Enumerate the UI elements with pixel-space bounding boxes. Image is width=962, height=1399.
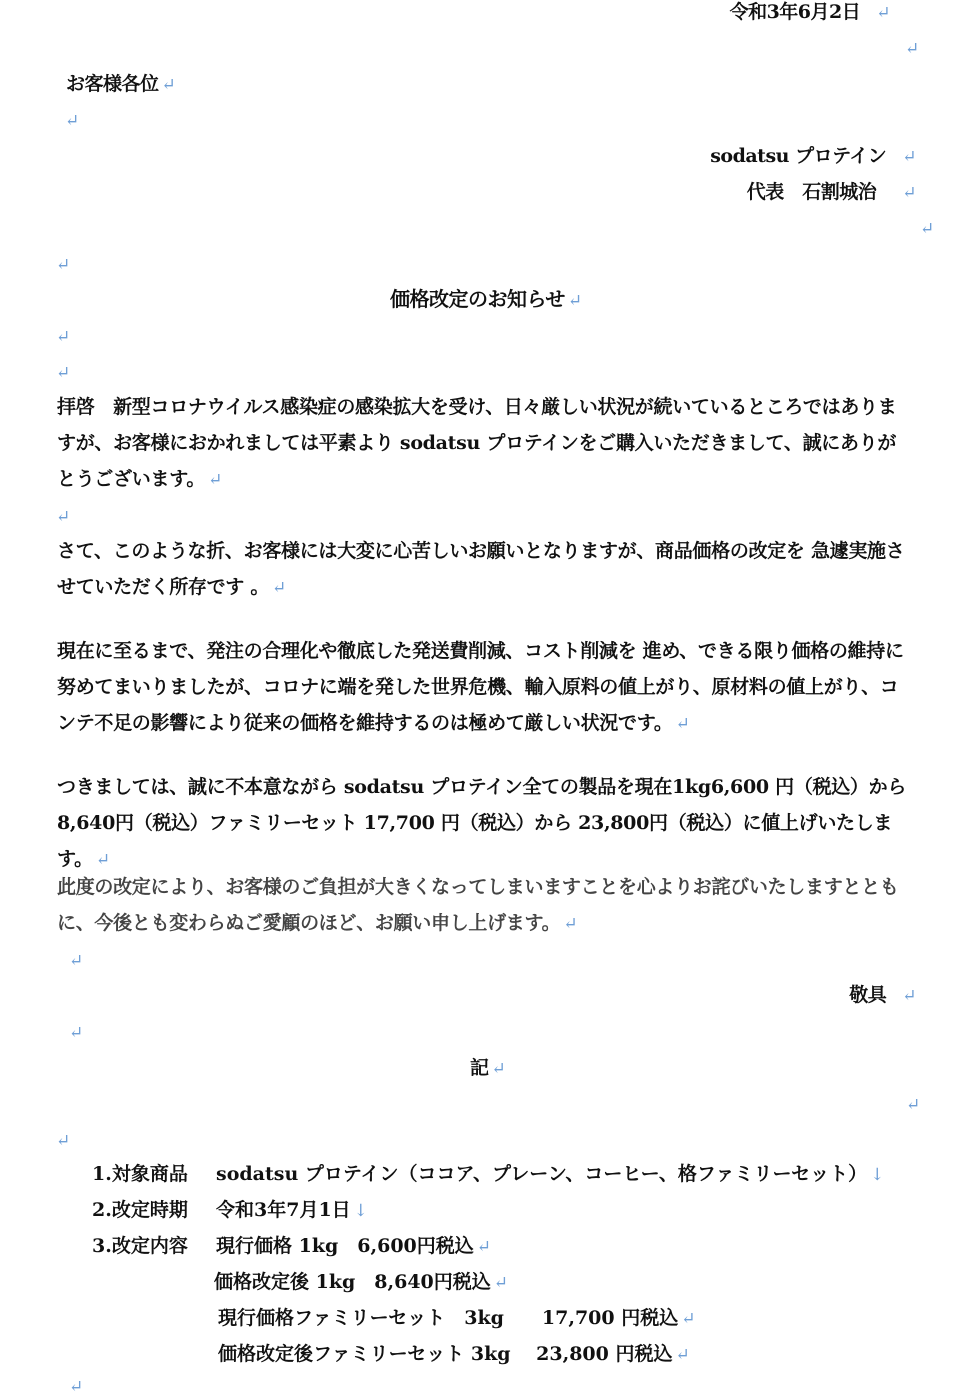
paragraph-mark-icon: ↵ (902, 986, 916, 1006)
title-text: 価格改定のお知らせ (390, 287, 565, 311)
paragraph-mark-icon: ↵ (563, 914, 578, 934)
paragraph-mark-icon: ↵ (69, 1023, 83, 1043)
paragraph-mark-icon: ↵ (95, 850, 110, 870)
empty-paragraph (917, 216, 934, 241)
empty-paragraph (53, 1128, 70, 1153)
paragraph-mark-icon: ↵ (675, 1345, 690, 1365)
notes-value: 価格改定後ファミリーセット 3kg 23,800 円税込 (218, 1343, 673, 1365)
line-break-mark-icon: ↓ (353, 1201, 368, 1221)
notes-value: 価格改定後 1kg 8,640円税込 (214, 1271, 491, 1293)
notes-value: 令和3年7月1日 (216, 1199, 351, 1221)
sender-company-text: sodatsu プロテイン (710, 145, 887, 167)
notice-title (390, 287, 582, 313)
empty-paragraph (53, 360, 70, 385)
body-paragraph-request (57, 533, 909, 606)
empty-paragraph (903, 1092, 920, 1117)
paragraph-text: 拝啓 新型コロナウイルス感染症の感染拡大を受け、日々厳しい状況が続いているところではありますが、お客様におかれましては平素より sodatsu プロテインをご購入いただきまして、誠にありがとうございます。 (57, 396, 897, 490)
notes-label: 3.改定内容 (92, 1235, 188, 1257)
notes-value: 現行価格 1kg 6,600円税込 (216, 1235, 474, 1257)
empty-paragraph (53, 324, 70, 349)
ki-text: 記 (470, 1057, 489, 1079)
paragraph-mark-icon: ↵ (491, 1059, 506, 1079)
sender-company (710, 144, 916, 169)
paragraph-mark-icon: ↵ (56, 327, 70, 347)
empty-paragraph (62, 108, 79, 133)
notes-item-target (92, 1156, 884, 1192)
notes-item-date (92, 1192, 884, 1228)
empty-paragraph (66, 948, 83, 973)
recipient-text: お客様各位 (66, 73, 159, 95)
notes-list (92, 1156, 884, 1372)
empty-paragraph (53, 504, 70, 529)
paragraph-mark-icon: ↵ (905, 39, 919, 59)
line-break-mark-icon: ↓ (870, 1165, 885, 1185)
body-paragraph-circumstances (57, 633, 909, 742)
notes-price-line (92, 1264, 884, 1300)
notes-price-line (92, 1300, 884, 1336)
empty-paragraph (66, 1020, 83, 1045)
notes-label: 2.改定時期 (92, 1199, 188, 1221)
paragraph-mark-icon: ↵ (56, 1131, 70, 1151)
empty-paragraph (53, 252, 70, 277)
empty-paragraph (66, 1374, 83, 1399)
notes-price-line (92, 1336, 884, 1372)
paragraph-mark-icon: ↵ (493, 1273, 509, 1293)
paragraph-mark-icon: ↵ (681, 1309, 696, 1329)
paragraph-text: 此度の改定により、お客様のご負担が大きくなってしまいますことを心よりお詫びいたしますとともに、今後とも変わらぬご愛顧のほど、お願い申し上げます。 (57, 876, 899, 934)
paragraph-mark-icon: ↵ (902, 147, 916, 167)
paragraph-mark-icon: ↵ (902, 183, 916, 203)
document-date (730, 0, 890, 25)
paragraph-mark-icon: ↵ (161, 75, 176, 95)
paragraph-mark-icon: ↵ (675, 714, 690, 734)
sender-representative-text: 代表 石割城治 (746, 181, 877, 203)
paragraph-mark-icon: ↵ (56, 255, 70, 275)
paragraph-mark-icon: ↵ (69, 1377, 83, 1397)
body-paragraph-apology (57, 869, 909, 942)
paragraph-mark-icon: ↵ (69, 951, 83, 971)
paragraph-mark-icon: ↵ (920, 219, 934, 239)
notes-value: sodatsu プロテイン（ココア、プレーン、コーヒー、格ファミリーセット） (216, 1163, 868, 1185)
body-paragraph-greeting (57, 389, 909, 498)
date-text: 令和3年6月2日 (729, 1, 861, 23)
paragraph-mark-icon: ↵ (56, 507, 70, 527)
notes-value: 現行価格ファミリーセット 3kg 17,700 円税込 (218, 1307, 679, 1329)
paragraph-text: 現在に至るまで、発注の合理化や徹底した発送費削減、コスト削減を 進め、できる限り価格の維持に努めてまいりましたが、コロナに端を発した世界危機、輸入原料の値上がり、原材料の値上がり、コンテ不足の影響により従来の価格を維持するのは極めて厳しい状況です。 (57, 640, 904, 734)
closing-text: 敬具 (849, 984, 887, 1006)
paragraph-mark-icon: ↵ (476, 1237, 492, 1257)
paragraph-mark-icon: ↵ (272, 578, 286, 598)
paragraph-mark-icon: ↵ (876, 3, 890, 23)
paragraph-mark-icon: ↵ (567, 291, 582, 311)
notes-label: 1.対象商品 (92, 1163, 188, 1185)
paragraph-mark-icon: ↵ (65, 111, 79, 131)
ki-heading (470, 1056, 505, 1081)
sender-representative (747, 180, 916, 205)
paragraph-text: さて、このような折、お客様には大変に心苦しいお願いとなりますが、商品価格の改定を 急遽実施させていただく所存です 。 (57, 540, 905, 598)
empty-paragraph (902, 36, 919, 61)
notes-item-content (92, 1228, 884, 1264)
closing (849, 983, 916, 1008)
paragraph-mark-icon: ↵ (208, 470, 223, 490)
body-paragraph-price-change (57, 769, 909, 878)
paragraph-mark-icon: ↵ (56, 363, 70, 383)
recipient (66, 72, 175, 97)
paragraph-text: つきましては、誠に不本意ながら sodatsu プロテイン全ての製品を現在1kg6,600 円（税込）から8,640円（税込）ファミリーセット 17,700 円（税込）から 23,800円（税込）に値上げいたします。 (57, 776, 907, 870)
paragraph-mark-icon: ↵ (906, 1095, 920, 1115)
